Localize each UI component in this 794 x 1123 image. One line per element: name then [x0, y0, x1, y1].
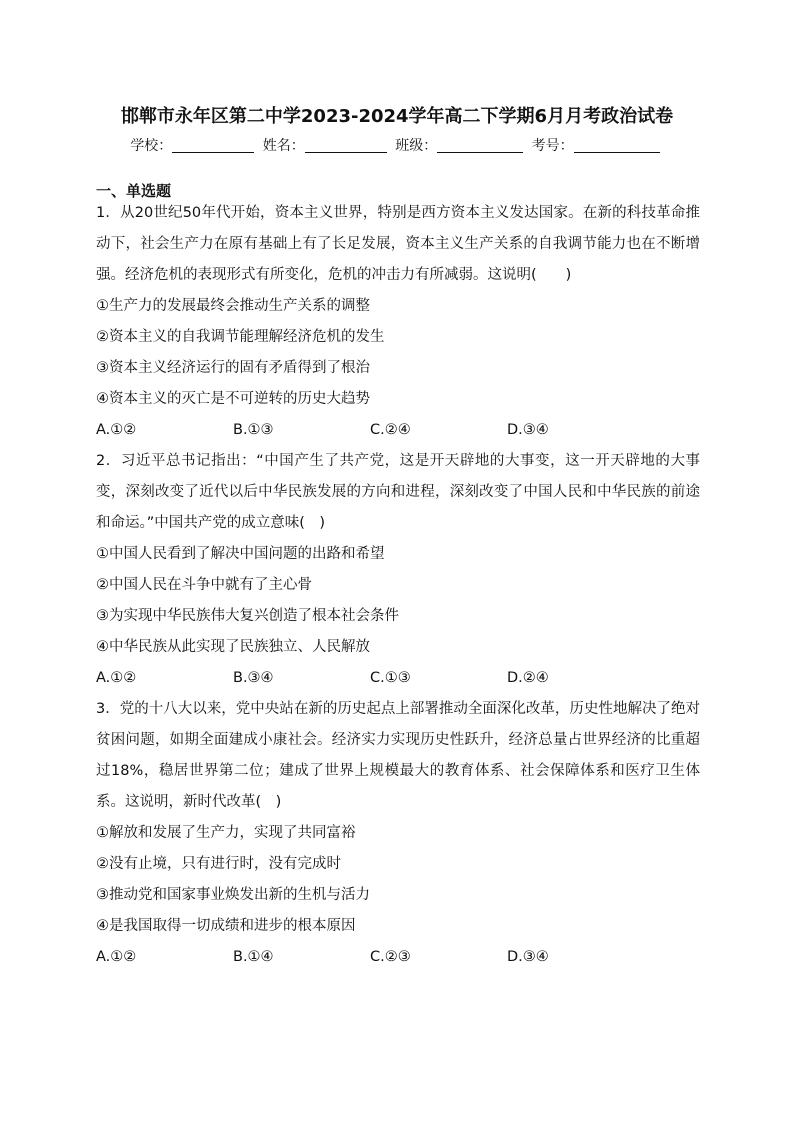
question-2-option-a[interactable]: A.①②	[96, 670, 137, 686]
question-3-option-d[interactable]: D.③④	[507, 949, 549, 965]
question-3-option-a[interactable]: A.①②	[96, 949, 137, 965]
question-3-item-3: ③推动党和国家事业焕发出新的生机与活力	[96, 887, 370, 903]
questions-area	[96, 198, 700, 973]
question-1-item-2: ②资本主义的自我调节能理解经济危机的发生	[96, 329, 385, 345]
section-heading: 一、单选题	[96, 182, 172, 200]
question-3-item-1: ①解放和发展了生产力，实现了共同富裕	[96, 825, 356, 841]
question-1-item-3: ③资本主义经济运行的固有矛盾得到了根治	[96, 360, 370, 376]
question-1-options	[96, 415, 700, 446]
question-2-item-2: ②中国人民在斗争中就有了主心骨	[96, 577, 312, 593]
question-1-item-4: ④资本主义的灭亡是不可逆转的历史大趋势	[96, 391, 370, 407]
question-1-option-a[interactable]: A.①②	[96, 422, 137, 438]
class-blank[interactable]	[437, 137, 523, 153]
school-blank[interactable]	[172, 137, 254, 153]
question-2-option-b[interactable]: B.③④	[233, 670, 274, 686]
name-blank[interactable]	[305, 137, 387, 153]
exam-number-label: 考号：	[531, 138, 574, 154]
question-1-option-b[interactable]: B.①③	[233, 422, 274, 438]
question-2-option-c[interactable]: C.①③	[370, 670, 411, 686]
question-2-options	[96, 663, 700, 694]
question-2-item-3: ③为实现中华民族伟大复兴创造了根本社会条件	[96, 608, 399, 624]
class-label: 班级：	[395, 138, 438, 154]
question-1-option-d[interactable]: D.③④	[507, 422, 549, 438]
question-1-option-c[interactable]: C.②④	[370, 422, 411, 438]
question-3-item-2: ②没有止境，只有进行时，没有完成时	[96, 856, 341, 872]
school-label: 学校：	[130, 138, 173, 154]
exam-title: 邯郸市永年区第二中学2023-2024学年高二下学期6月月考政治试卷	[120, 106, 674, 127]
name-label: 姓名：	[262, 138, 305, 154]
question-2-stem: 2．习近平总书记指出：“中国产生了共产党，这是开天辟地的大事变，这一开天辟地的大事变，深刻改变了近代以后中华民族发展的方向和进程，深刻改变了中国人民和中华民族的前途和命运。”中国共产党的成立意味( )	[96, 453, 700, 531]
question-3-stem: 3．党的十八大以来，党中央站在新的历史起点上部署推动全面深化改革，历史性地解决了绝对贫困问题，如期全面建成小康社会。经济实力实现历史性跃升，经济总量占世界经济的比重超过18%，稳居世界第二位；建成了世界上规模最大的教育体系、社会保障体系和医疗卫生体系。这说明，新时代改革( )	[96, 701, 700, 810]
question-1-stem: 1．从20世纪50年代开始，资本主义世界，特别是西方资本主义发达国家。在新的科技革命推动下，社会生产力在原有基础上有了长足发展，资本主义生产关系的自我调节能力也在不断增强。经济危机的表现形式有所变化，危机的冲击力有所减弱。这说明( )	[96, 205, 700, 283]
exam-number-blank[interactable]	[574, 137, 660, 153]
question-3-option-b[interactable]: B.①④	[233, 949, 274, 965]
question-2-item-1: ①中国人民看到了解决中国问题的出路和希望	[96, 546, 385, 562]
question-3-options	[96, 942, 700, 973]
question-2-item-4: ④中华民族从此实现了民族独立、人民解放	[96, 639, 370, 655]
question-2-option-d[interactable]: D.②④	[507, 670, 549, 686]
question-3-option-c[interactable]: C.②③	[370, 949, 411, 965]
question-1-item-1: ①生产力的发展最终会推动生产关系的调整	[96, 298, 370, 314]
student-info-line	[0, 135, 794, 155]
question-3-item-4: ④是我国取得一切成绩和进步的根本原因	[96, 918, 356, 934]
